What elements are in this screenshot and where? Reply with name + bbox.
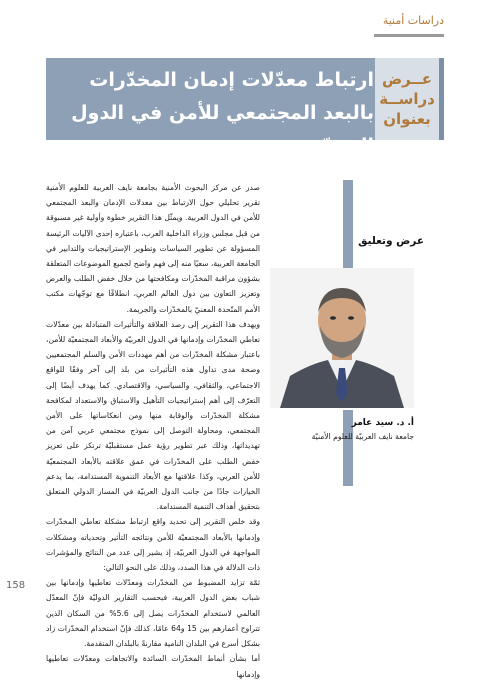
- page-number: 158: [6, 580, 26, 591]
- author-portrait: [270, 268, 414, 408]
- section-label: دراسات أمنية: [382, 14, 444, 27]
- review-label: عرض وتعليق: [358, 235, 424, 247]
- author-name: أ. د. سيد عامر: [351, 418, 414, 428]
- body-paragraph: صدر عن مركز البحوث الأمنية بجامعة نايف العربية للعلوم الأمنية تقرير تحليلي حول الارتباط بين معدلات الإدمان والبعد المجتمعي للأمن في الدول العربية. ويمثّل هذا التقرير خطوة وأولية غير مسبوقة من قبل مجلس وزراء الداخلية العرب، باعتباره إحدى الآليات الرئيسة المسؤولة عن تطوير السياسات وتطوير الإستراتيجيات والتدابير في الجامعة العربية، سعيًا منه إلى فهم واضح لجميع الموضوعات المتعلقة بشؤون مراقبة المخدّرات ومكافحتها من خلال خفض الطلب والعرض وتعزيز التعاون بين دول العالم العربي، انطلاقًا مع توجّهات مكتب الأمم المتّحدة المعنيّ بالمخدّرات والجريمة.: [46, 183, 260, 314]
- sidebar-accent-top: [343, 180, 353, 270]
- header-tab-line: دراســة: [379, 90, 435, 108]
- article-title: ارتباط معدّلات إدمان المخدّرات بالبعد المجتمعي للأمن في الدول العربيّة: [71, 69, 374, 157]
- body-paragraph: ثمّة تزايد المضبوط من المخدّرات ومعدّلات تعاطيها وإدمانها بين شباب بعض الدول العربية، فبحسب التقارير الدوليّة فإنّ المعدّل العالمي لاستخدام المخدّرات يصل إلى 5.6% من السكان الذين تتراوح أعمارهم بين 15 و64 عامًا، كذلك فإنّ استخدام المخدّرات زاد بشكل أسرع في البلدان النامية مقارنةً بالبلدان المتقدمة.: [46, 578, 260, 649]
- body-paragraph: وقد خلص التقرير إلى تحديد واقع ارتباط مشكلة تعاطي المخدّرات وإدمانها بالأبعاد المجتمعيّة للأمن ونتائجه التأثير وتحدياته ومشكلات المواجهة في الدول العربيّة، إذ يشير إلى عدد من النتائج والمؤشرات ذات الدلالة في هذا الصدد، وذلك على النحو التالي:: [46, 517, 260, 573]
- author-affiliation: جامعة نايف العربيّة للعلوم الأمنيّة: [311, 432, 414, 441]
- header-tab: [375, 58, 444, 140]
- body-paragraph: أما بشأن أنماط المخدّرات السائدة والاتجاهات ومعدّلات تعاطيها وإدمانها: [46, 654, 260, 679]
- header-tab-line: بعنوان: [383, 110, 431, 128]
- header-tab-line: عــرض: [382, 70, 433, 88]
- article-body: [46, 180, 260, 682]
- body-paragraph: ويهدف هذا التقرير إلى رصد العلاقة والتأثيرات المتبادلة بين معدّلات تعاطي المخدّرات وإدمانها في الدول العربيّة والأبعاد المجتمعيّة للأمن، باعتبار مشكلة المخدّرات من أهم مهددات الأمن والسلم المجتمعيين وصحة مدى تداول هذه التأثيرات من بلد إلى آخر وفقًا للواقع الاجتماعي، والثقافي، والسياسي، والاقتصادي. كما يهدف أيضًا إلى التعرّف إلى أهم إستراتيجيات التأهيل والاستباق والاستعداد لمكافحة مشكلة المخدّرات والوقاية منها ومن انعكاساتها على الأمن المجتمعي، ومحاولة التوصل إلى نموذج مجتمعي عربي آمن من تهديداتها، وذلك عبر تطوير رؤية عمل مستقبليّة ترتكز على تعزيز خفض الطلب على المخدّرات في عمق علاقته بالأبعاد المجتمعيّة للأمن العربي، وكذا علاقتها مع الأبعاد التنموية المستدامة، بما يدعم الخيارات جادًا من جانب الدول العربيّة في المسار الدولي المتعلق بتحقيق أهداف التنمية المستدامة.: [46, 319, 260, 512]
- author-photo-icon: [270, 268, 414, 408]
- section-divider: [374, 34, 444, 37]
